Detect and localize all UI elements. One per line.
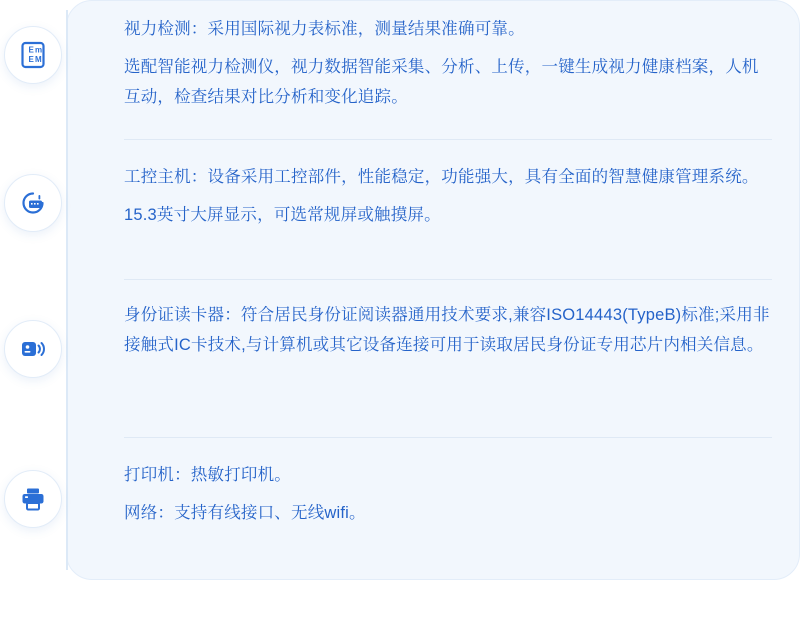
icon-container (0, 14, 66, 84)
item-text (66, 14, 800, 112)
item-line: 打印机：热敏打印机。 (124, 466, 291, 484)
item-line: 网络：支持有线接口、无线wifi。 (124, 504, 366, 522)
item-line: 身份证读卡器：符合居民身份证阅读器通用技术要求,兼容ISO14443(TypeB)标准;采用非接触式IC卡技术,与计算机或其它设备连接可用于读取居民身份证专用芯片内相关信息。 (124, 306, 770, 354)
item-line: 工控主机：设备采用工控部件，性能稳定，功能强大，具有全面的智慧健康管理系统。 (124, 168, 759, 186)
svg-text:E: E (28, 55, 34, 64)
list-item (0, 280, 800, 438)
icon-container (0, 162, 66, 232)
industrial-pc-icon (4, 174, 62, 232)
list-item (0, 140, 800, 280)
item-line: 选配智能视力检测仪，视力数据智能采集、分析、上传，一键生成视力健康档案，人机互动，检查结果对比分析和变化追踪。 (124, 58, 759, 106)
item-text (66, 162, 800, 230)
list-item (0, 438, 800, 568)
icon-container (0, 300, 66, 378)
eye-chart-icon (4, 26, 62, 84)
svg-text:E: E (28, 45, 34, 55)
item-line: 15.3英寸大屏显示，可选常规屏或触摸屏。 (124, 206, 441, 224)
printer-icon (4, 470, 62, 528)
item-text (66, 460, 800, 528)
item-text (66, 300, 800, 360)
svg-text:m: m (35, 45, 43, 55)
item-line: 视力检测：采用国际视力表标准，测量结果准确可靠。 (124, 20, 525, 38)
id-card-reader-icon (4, 320, 62, 378)
svg-text:M: M (35, 55, 42, 64)
list-item (0, 0, 800, 140)
icon-container (0, 460, 66, 528)
